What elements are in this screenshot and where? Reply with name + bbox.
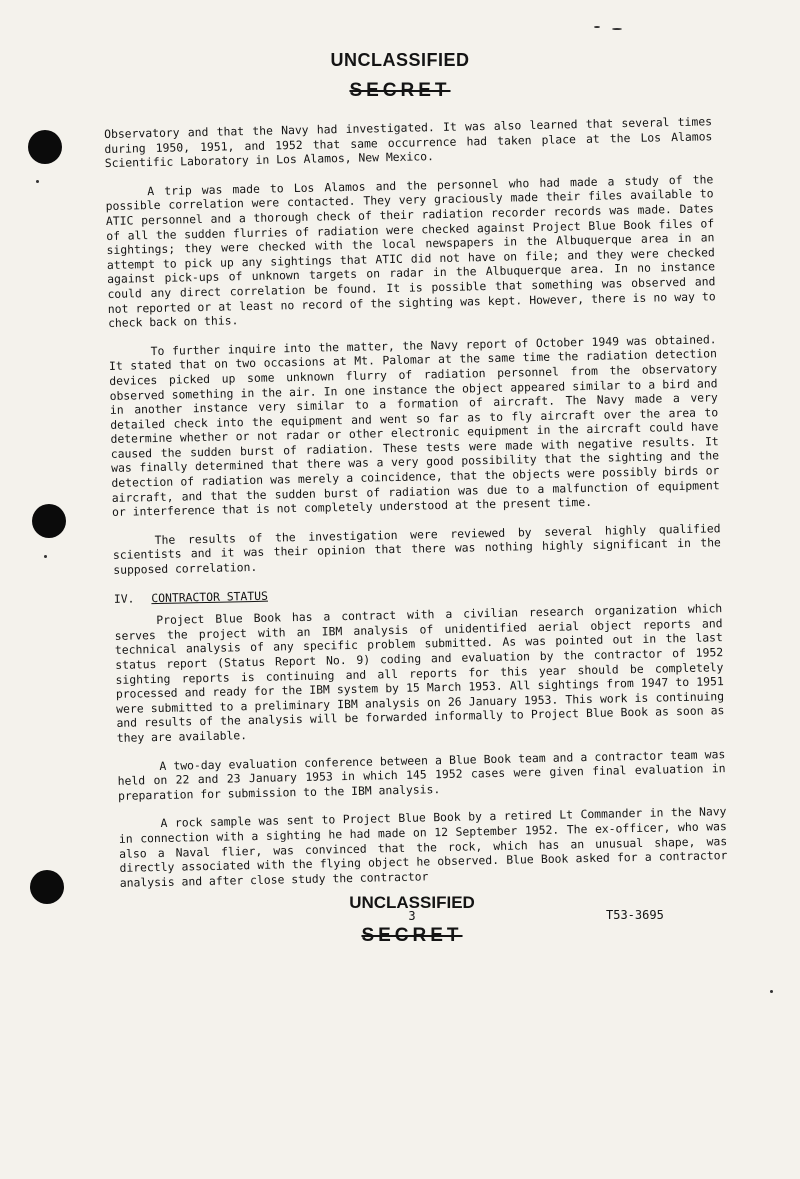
section-heading [114,579,722,606]
section-title: CONTRACTOR STATUS [151,588,269,605]
classification-stamp-top: UNCLASSIFIED [330,50,470,70]
page-number: 3 [408,909,416,923]
scan-speck [612,28,622,30]
section-number: IV. [113,591,135,606]
punch-hole-middle [32,504,66,538]
scan-speck [594,26,600,28]
paragraph-continuation: Observatory and that the Navy had investigated. It was also learned that several times during 1950, 1951, and 1952 that same occurrence had taken place at the Los Alamos Scientific Laboratory in Los Alamos, New Mexico. [104,114,713,171]
paragraph-scientist-review: The results of the investigation were reviewed by several highly qualified scientists and it was their opinion that there was nothing highly significant in the supposed correlation. [112,521,721,577]
paragraph-evaluation-conference: A two-day evaluation conference between a Blue Book team and a contractor team was held on 22 and 23 January 1953 in which 145 1952 cases were given final evaluation in preparation for submission to the IBM analysis. [117,746,726,803]
paragraph-navy-report: To further inquire into the matter, the Navy report of October 1949 was obtained. It stated that on two occasions at Mt. Palomar at the same time the radiation detection devices picked up some unknown flurry of radiation personnel from the observatory observed something in the air. In one instance the object appeared similar to a bird and in another instance very similar to a formation of aircraft. The Navy made a very detailed check into the equipment and went so far as to fly aircraft over the area to determine whether or not radar or other electronic equipment in the aircraft could have caused the sudden burst of radiation. These tests were made with negative results. It was finally determined that there was a very good possibility that the sighting and the detection of radiation was merely a coincidence, that the objects were possibly birds or aircraft, and that the sudden burst of radiation was due to a malfunction of equipment or interference that is not completely understood at the present time. [108,331,720,520]
scan-speck [44,555,47,558]
body-text [104,114,728,904]
classification-stamp-bottom: UNCLASSIFIED [349,893,475,912]
control-number: T53-3695 [606,908,664,922]
paragraph-contract: Project Blue Book has a contract with a civilian research organization which serves the project with an IBM analysis of unidentified aerial object reports and technical analysis of any specific problem submitted. As was pointed out in the last status report (Status Report No. 9) coding and evaluation by the contractor of 1952 sighting reports is continuing and all reports for this year should be completely processed and ready for the IBM system by 15 March 1953. All sightings from 1947 to 1951 were submitted to a preliminary IBM analysis on 26 January 1953. This work is continuing and results of the analysis will be forwarded informally to Project Blue Book as soon as they are available. [114,601,725,745]
scan-speck [770,990,773,993]
punch-hole-bottom [30,870,64,904]
paragraph-rock-sample: A rock sample was sent to Project Blue Book by a retired Lt Commander in the Navy in connection with a sighting he had made on 12 September 1952. The ex-officer, who was also a Naval flier, was convinced that the rock, which has an unusual shape, was directly associated with the flying object he observed. Blue Book asked for a contractor analysis and after close study the contractor [118,804,728,890]
punch-hole-top [28,130,62,164]
secret-stamp-top-struck: SECRET [349,80,451,101]
scan-speck [36,180,39,183]
secret-stamp-bottom-struck: SECRET [361,925,463,946]
paragraph-los-alamos-trip: A trip was made to Los Alamos and the personnel who had made a study of the possible correlation were contacted. They very graciously made their files available to ATIC personnel and a thorough check of their radiation recorder records was made. Dates of all the sudden flurries of radiation were checked against Project Blue Book files of sightings; they were checked with the local newspapers in the Albuquerque area in an attempt to pick up any sightings that ATIC did not have on file; and they were checked against pick-ups of unknown targets on radar in the Albuquerque area. In no instance could any direct correlation be found. It is possible that something was observed and not reported or at least no record of the sighting was kept. However, there is no way to check back on this. [105,172,716,331]
